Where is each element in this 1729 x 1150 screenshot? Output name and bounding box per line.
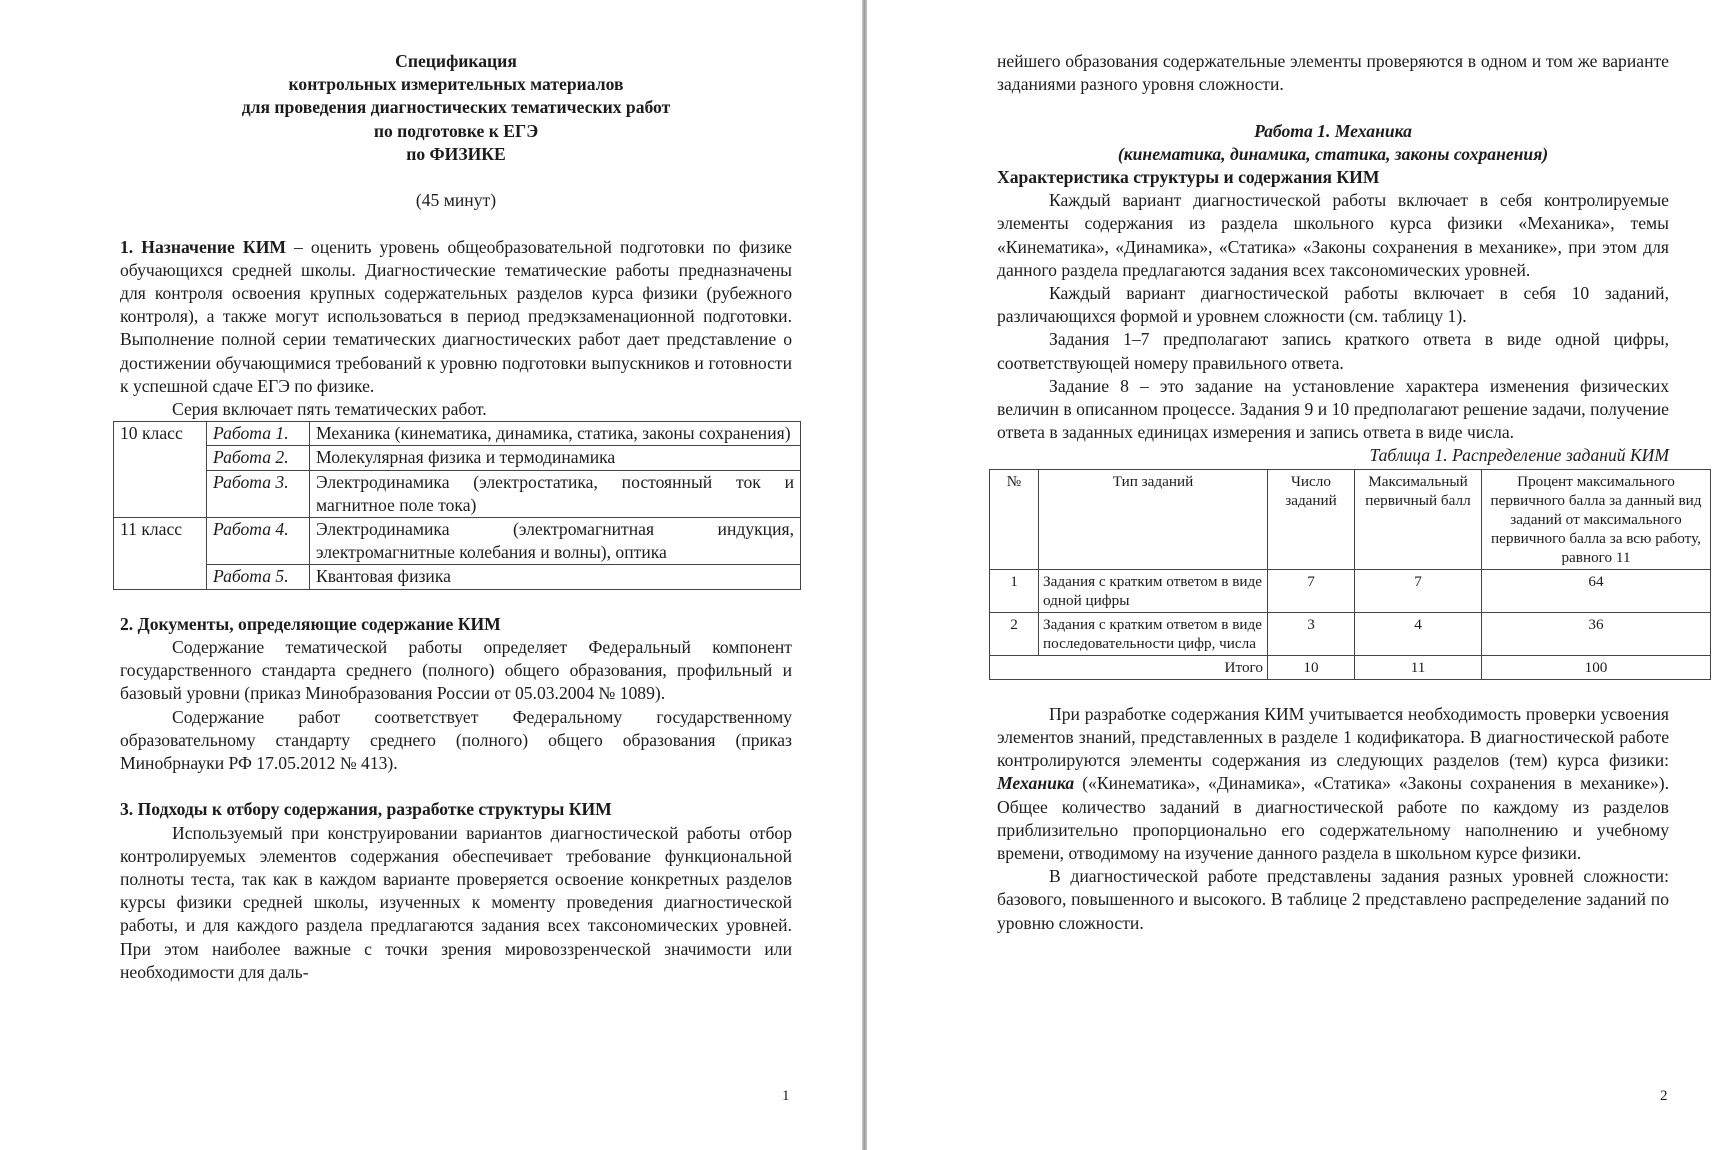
page-1: [0, 0, 862, 1150]
table-row: [990, 569, 1711, 612]
spacer: [997, 680, 1669, 703]
content-paragraph-2: В диагностической работе представлены задания разных уровней сложности: базового, повышенного и высокого. В таблице 2 представлено распределение заданий по уровню сложности.: [997, 866, 1669, 933]
section-1-text: – оценить уровень общеобразовательной подготовки по физике обучающихся средней школы. Диагностические тематические работы предназначены для контроля освоения крупных содержательных разделов курса физики (рубежного контроля), а также могут использоваться в период предэкзаменационной подготовки. Выполнение полной серии тематических диагностических работ дает представление о достижении обучающимися требований к уровню подготовки выпускников и готовности к успешной сдаче ЕГЭ по физике.: [120, 236, 792, 396]
table-total-row: [990, 655, 1711, 679]
work-3-name: Работа 3.: [207, 470, 310, 517]
section-2-paragraph-2: Содержание работ соответствует Федеральному государственному образовательному стандарту среднего (полного) общего образования (приказ Минобрнауки РФ 17.05.2012 № 413).: [120, 706, 792, 773]
total-percent: 100: [1482, 655, 1711, 679]
section-2-heading: 2. Документы, определяющие содержание КИМ: [120, 613, 501, 634]
spacer: [120, 590, 792, 613]
distribution-table: [989, 469, 1711, 680]
structure-paragraph-1: Каждый вариант диагностической работы включает в себя контролируемые элементы содержания из раздела школьного курса физики «Механика», темы «Кинематика», «Динамика», «Статика» «Законы сохранения в механике», при этом для данного раздела предлагаются задания всех таксономических уровней.: [997, 190, 1669, 280]
header-number: №: [990, 469, 1039, 569]
content-paragraph-1: [997, 703, 1669, 865]
table-header-row: [990, 469, 1711, 569]
row-2-number: 2: [990, 612, 1039, 655]
table-row: [990, 612, 1711, 655]
total-count: 10: [1268, 655, 1355, 679]
table-row: [114, 422, 801, 446]
row-1-number: 1: [990, 569, 1039, 612]
series-table: [113, 421, 801, 589]
table-row: [114, 446, 801, 470]
table-row: [114, 517, 801, 564]
header-percent: Процент максимального первичного балла за данный вид заданий от максимального первичного балла за всю работу, равного 11: [1482, 469, 1711, 569]
table-row: [114, 470, 801, 517]
total-label: Итого: [990, 655, 1268, 679]
page-2-column: [997, 50, 1702, 935]
work-2-topic: Молекулярная физика и термодинамика: [310, 446, 801, 470]
spacer: [997, 96, 1669, 119]
work-4-topic: Электродинамика (электромагнитная индукция, электромагнитные колебания и волны), оптика: [310, 517, 801, 564]
section-3-paragraph-1: Используемый при конструировании вариантов диагностической работы отбор контролируемых элементов содержания обеспечивает требование функциональной полноты теста, так как в каждом варианте проверяется освоение конкретных разделов курсы физики средней школы, изученных к моменту проведения диагностической работы, и для каждого раздела предлагаются задания всех таксономических уровней. При этом наиболее важные с точки зрения мировоззренческой значимости или необходимости для даль-: [120, 822, 792, 982]
row-1-type: Задания с кратким ответом в виде одной цифры: [1039, 569, 1268, 612]
title-line-2: контрольных измерительных материалов: [288, 74, 624, 95]
work-subtitle: (кинематика, динамика, статика, законы сохранения): [1117, 143, 1549, 164]
section-3-heading: 3. Подходы к отбору содержания, разработке структуры КИМ: [120, 799, 612, 820]
page-1-column: [120, 50, 792, 984]
structure-heading: Характеристика структуры и содержания КИМ: [997, 167, 1380, 187]
content-text-c: («Кинематика», «Динамика», «Статика» «Законы сохранения в механике»). Общее количество заданий в диагностической работе по каждому из разделов приблизительно пропорционально его содержательному наполнению и учебному времени, отводимому на изучение данного раздела в школьном курсе физики.: [997, 773, 1669, 864]
row-1-percent: 64: [1482, 569, 1711, 612]
grade-11-cell: 11 класс: [114, 517, 207, 589]
title-line-5: по ФИЗИКЕ: [406, 143, 506, 164]
table-row: [114, 565, 801, 589]
header-task-type: Тип заданий: [1039, 469, 1268, 569]
row-1-score: 7: [1355, 569, 1482, 612]
continued-paragraph: нейшего образования содержательные элементы проверяются в одном и том же варианте заданиями разного уровня сложности.: [997, 51, 1669, 95]
work-title: Работа 1. Механика: [1254, 120, 1412, 141]
total-score: 11: [1355, 655, 1482, 679]
section-1-heading: 1. Назначение КИМ: [120, 236, 286, 257]
work-1-topic: Механика (кинематика, динамика, статика, законы сохранения): [310, 422, 801, 446]
header-task-count: Число заданий: [1268, 469, 1355, 569]
row-2-score: 4: [1355, 612, 1482, 655]
document-title: [120, 50, 792, 166]
work-3-topic: Электродинамика (электростатика, постоянный ток и магнитное поле тока): [310, 470, 801, 517]
work-2-name: Работа 2.: [207, 446, 310, 470]
title-line-4: по подготовке к ЕГЭ: [373, 120, 539, 141]
work-5-name: Работа 5.: [207, 565, 310, 589]
spacer: [120, 775, 792, 798]
page-number-1: 1: [782, 1088, 790, 1104]
structure-paragraph-2: Каждый вариант диагностической работы включает в себя 10 заданий, различающихся формой и уровнем сложности (см. таблицу 1).: [997, 283, 1669, 327]
duration: (45 минут): [415, 190, 497, 211]
spacer: [120, 166, 792, 189]
title-line-3: для проведения диагностических тематических работ: [241, 97, 671, 118]
work-4-name: Работа 4.: [207, 517, 310, 564]
grade-10-cell: 10 класс: [114, 422, 207, 518]
mechanics-emphasis: Механика: [997, 773, 1075, 794]
work-5-topic: Квантовая физика: [310, 565, 801, 589]
content-text-a: При разработке содержания КИМ учитывается необходимость проверки усвоения элементов знаний, представленных в разделе 1 кодификатора. В диагностической работе контролируются элементы содержания из следующих разделов (тем) курса физики:: [997, 703, 1669, 771]
section-1-paragraph: [120, 236, 792, 398]
row-1-count: 7: [1268, 569, 1355, 612]
structure-paragraph-4: Задание 8 – это задание на установление характера изменения физических величин в описанном процессе. Задания 9 и 10 предполагают решение задачи, получение ответа в заданных единицах измерения и запись ответа в виде числа.: [997, 375, 1669, 443]
series-intro: Серия включает пять тематических работ.: [172, 398, 487, 419]
row-2-count: 3: [1268, 612, 1355, 655]
section-2-paragraph-1: Содержание тематической работы определяет Федеральный компонент государственного стандарта среднего (полного) общего образования, профильный и базовый уровни (приказ Минобразования России от 05.03.2004 № 1089).: [120, 636, 792, 704]
header-max-score: Максимальный первичный балл: [1355, 469, 1482, 569]
page-number-2: 2: [1660, 1088, 1668, 1104]
structure-paragraph-3: Задания 1–7 предполагают запись краткого ответа в виде одной цифры, соответствующей номеру правильного ответа.: [997, 329, 1669, 373]
row-2-type: Задания с кратким ответом в виде последовательности цифр, числа: [1039, 612, 1268, 655]
page-2: [867, 0, 1729, 1150]
row-2-percent: 36: [1482, 612, 1711, 655]
spacer: [120, 212, 792, 235]
work-1-name: Работа 1.: [207, 422, 310, 446]
title-line-1: Спецификация: [395, 51, 517, 71]
table-caption: Таблица 1. Распределение заданий КИМ: [1369, 445, 1669, 466]
